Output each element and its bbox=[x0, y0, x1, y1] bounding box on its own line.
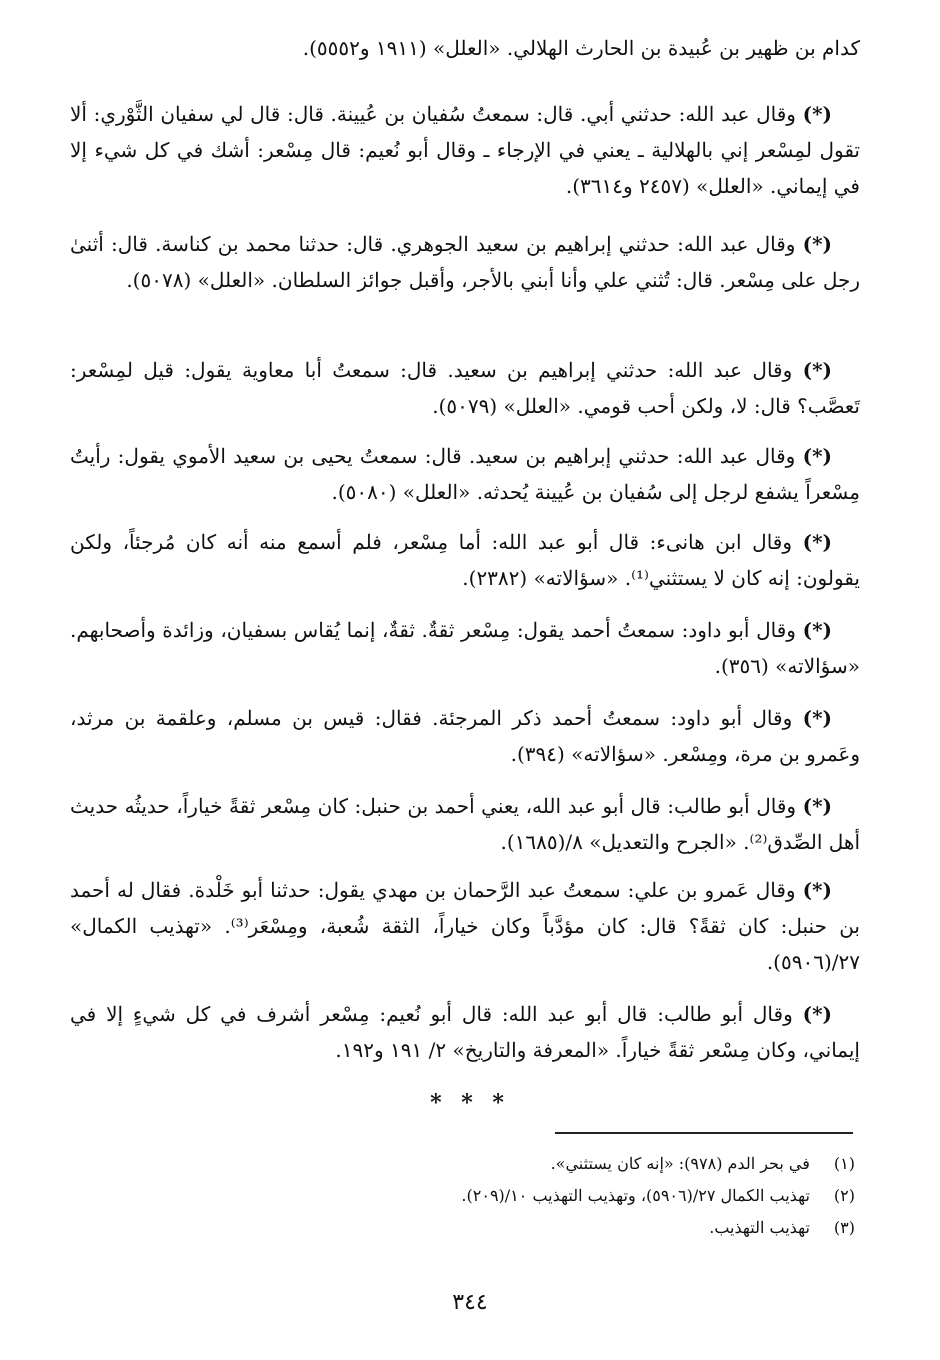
paragraph-text: وقال أبو داود: سمعتُ أحمد يقول: مِسْعر ثقةٌ. ثقةٌ، إنما يُقاس بسفيان، وزائدة وأصحابهم. «سؤالاته» (٣٥٦). bbox=[70, 618, 860, 678]
paragraph-text: وقال ابن هانىء: قال أبو عبد الله: أما مِسْعر، فلم أسمع منه أنه كان مُرجئاً، ولكن يقولون: إنه كان لا يستثني⁽¹⁾. «سؤالاته» (٢٣٨٢). bbox=[70, 530, 860, 590]
paragraph-text: كدام بن ظهير بن عُبيدة بن الحارث الهلالي. «العلل» (١٩١١ و٥٥٥٢). bbox=[302, 36, 860, 60]
paragraph-2 bbox=[70, 96, 860, 204]
paragraph-text: وقال عبد الله: حدثني إبراهيم بن سعيد. قال: سمعتُ يحيى بن سعيد الأموي يقول: رأيتُ مِسْعراً يشفع لرجل إلى سُفيان بن عُيينة يُحدثه. «العلل» (٥٠٨٠). bbox=[70, 444, 860, 504]
paragraph-text: وقال عبد الله: حدثني أبي. قال: سمعتُ سُفيان بن عُيينة. قال: قال لي سفيان الثَّوْري: ألا تقول لمِسْعر إني بالهلالية ـ يعني في الإرجاء ـ وقال أبو نُعيم: قال مِسْعر: أشك في كل شيء إلا في إيماني. «العلل» (٢٤٥٧ و٣٦١٤). bbox=[70, 102, 861, 198]
paragraph-4 bbox=[70, 352, 860, 424]
entry-marker: (*) bbox=[802, 794, 832, 818]
paragraph-text: وقال أبو طالب: قال أبو عبد الله، يعني أحمد بن حنبل: كان مِسْعر ثقةً خياراً، حديثُه حديث أهل الصِّدق⁽²⁾. «الجرح والتعديل» ٨/(١٦٨٥). bbox=[70, 794, 860, 854]
paragraph-text: وقال عَمرو بن علي: سمعتُ عبد الرَّحمان بن مهدي يقول: حدثنا أبو خَلْدة. فقال له أحمد بن حنبل: كان ثقةً؟ قال: كان مؤدَّباً وكان خياراً، الثقة شُعبة، ومِسْعَر⁽³⁾. «تهذيب الكمال» ٢٧/(٥٩٠٦). bbox=[70, 878, 861, 974]
paragraph-5 bbox=[70, 438, 860, 510]
paragraph-text: وقال عبد الله: حدثني إبراهيم بن سعيد. قال: سمعتُ أبا معاوية يقول: قيل لمِسْعر: تَعصَّب؟ قال: لا، ولكن أحب قومي. «العلل» (٥٠٧٩). bbox=[70, 358, 860, 418]
footnote-2 bbox=[80, 1182, 855, 1210]
entry-marker: (*) bbox=[802, 618, 832, 642]
entry-marker: (*) bbox=[802, 706, 832, 730]
paragraph-text: وقال أبو داود: سمعتُ أحمد ذكر المرجئة. فقال: قيس بن مسلم، وعلقمة بن مرثد، وعَمرو بن مرة، ومِسْعر. «سؤالاته» (٣٩٤). bbox=[70, 706, 860, 766]
paragraph-1 bbox=[70, 30, 860, 66]
paragraph-text: وقال عبد الله: حدثني إبراهيم بن سعيد الجوهري. قال: حدثنا محمد بن كناسة. قال: أثنىٰ رجل على مِسْعر. قال: تُثني علي وأنا أبني بالأجر، وأقبل جوائز السلطان. «العلل» (٥٠٧٨). bbox=[70, 232, 860, 292]
entry-marker: (*) bbox=[802, 1002, 832, 1026]
entry-marker: (*) bbox=[802, 444, 833, 468]
page-number: ٣٤٤ bbox=[452, 1290, 488, 1315]
paragraph-3 bbox=[70, 226, 860, 298]
entry-marker: (*) bbox=[802, 232, 833, 256]
paragraph-10 bbox=[70, 872, 860, 980]
footnote-divider bbox=[555, 1132, 853, 1134]
footnote-text: في بحر الدم (٩٧٨): «إنه كان يستثني». bbox=[550, 1154, 810, 1173]
entry-marker: (*) bbox=[802, 530, 832, 554]
footnote-number: (٣) bbox=[833, 1218, 855, 1237]
paragraph-6 bbox=[70, 524, 860, 596]
entry-marker: (*) bbox=[802, 878, 832, 902]
footnote-number: (١) bbox=[833, 1154, 855, 1173]
footnote-text: تهذيب التهذيب. bbox=[709, 1218, 810, 1237]
section-separator: * * * bbox=[430, 1090, 510, 1116]
paragraph-7 bbox=[70, 612, 860, 684]
footnote-number: (٢) bbox=[833, 1186, 855, 1205]
paragraph-9 bbox=[70, 788, 860, 860]
entry-marker: (*) bbox=[802, 358, 833, 382]
paragraph-11 bbox=[70, 996, 860, 1068]
footnote-text: تهذيب الكمال ٢٧/(٥٩٠٦)، وتهذيب التهذيب ١٠/(٢٠٩). bbox=[461, 1186, 810, 1205]
paragraph-text: وقال أبو طالب: قال أبو عبد الله: قال أبو نُعيم: مِسْعر أشرف في كل شيءٍ إلا في إيماني، وكان مِسْعر ثقةً خياراً. «المعرفة والتاريخ» ٢/ ١٩١ و١٩٢. bbox=[70, 1002, 860, 1062]
paragraph-8 bbox=[70, 700, 860, 772]
footnote-3 bbox=[80, 1214, 855, 1242]
footnote-1 bbox=[80, 1150, 855, 1178]
entry-marker: (*) bbox=[802, 102, 833, 126]
